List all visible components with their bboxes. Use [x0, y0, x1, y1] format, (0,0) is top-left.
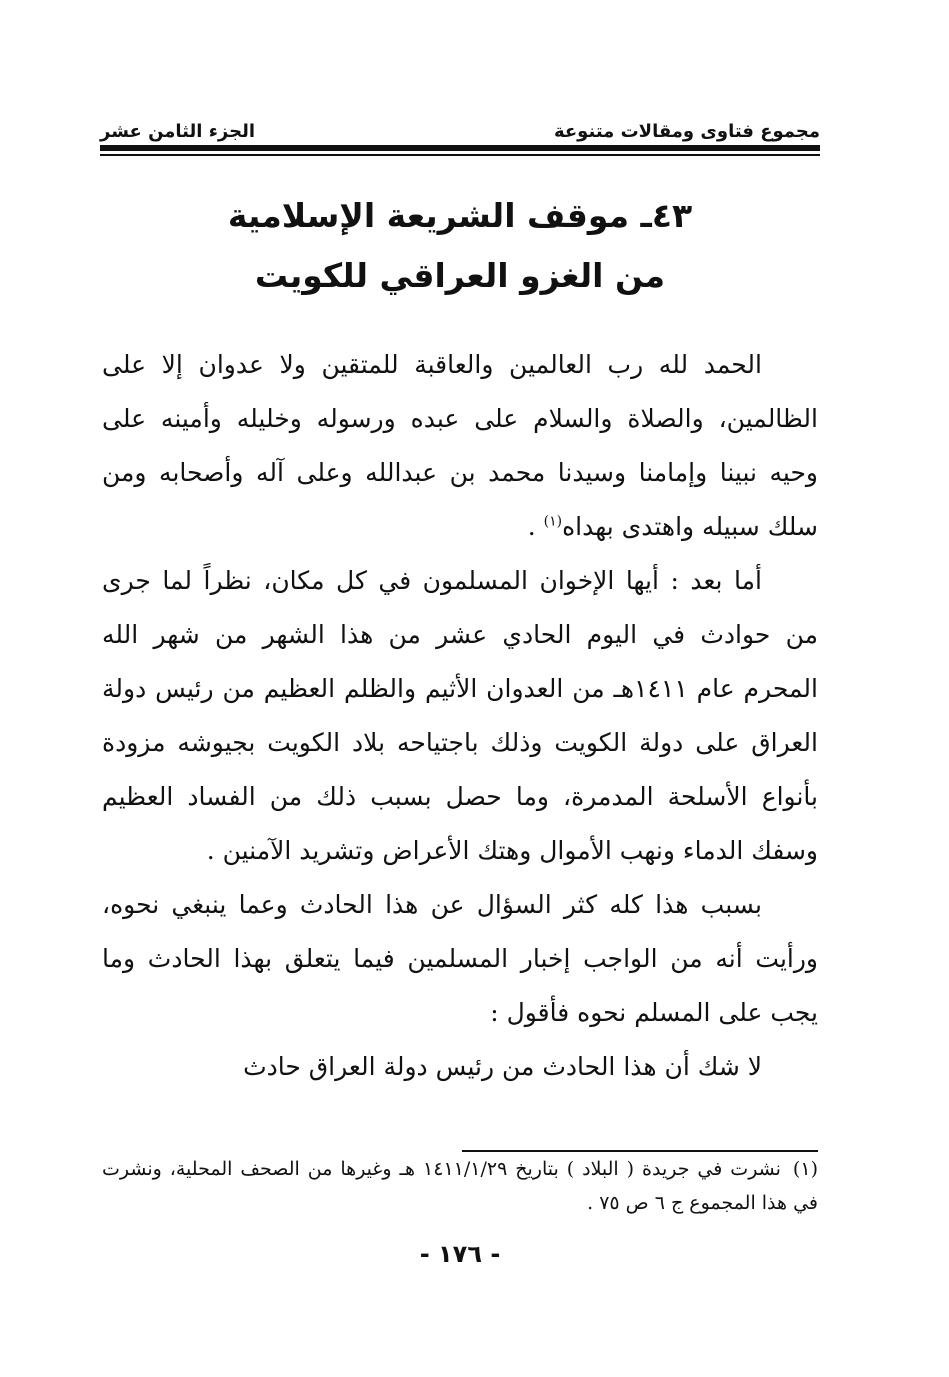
volume-label: الجزء الثامن عشر [100, 121, 256, 142]
header-rule-thin [100, 154, 820, 156]
article-title [100, 186, 820, 306]
title-line-1: ٤٣ـ موقف الشريعة الإسلامية [227, 196, 693, 235]
paragraph-1-text: الحمد لله رب العالمين والعاقبة للمتقين ولا عدوان إلا على الظالمين، والصلاة والسلام على عبده ورسوله وخليله وأمينه على وحيه نبينا وإمامنا وسيدنا محمد بن عبدالله وعلى آله وأصحابه ومن سلك سبيله واهتدى بهداه [102, 350, 818, 541]
page-number: - ١٧٦ - [419, 1240, 501, 1268]
paragraph-1-end: . [527, 512, 544, 541]
footnote [102, 1152, 818, 1220]
running-header [100, 112, 820, 142]
footnote-ref-marker: (١) [543, 513, 563, 530]
footnote-number: (١) [792, 1158, 818, 1180]
paragraph-3: بسبب هذا كله كثر السؤال عن هذا الحادث وعما ينبغي نحوه، ورأيت أنه من الواجب إخبار المسلمين فيما يتعلق بهذا الحادث وما يجب على المسلم نحوه فأقول : [102, 890, 818, 1027]
paragraph-4: لا شك أن هذا الحادث من رئيس دولة العراق حادث [243, 1052, 762, 1081]
book-title: مجموع فتاوى ومقالات متنوعة [553, 121, 820, 142]
paragraph-2: أما بعد : أيها الإخوان المسلمون في كل مكان، نظراً لما جرى من حوادث في اليوم الحادي عشر من هذا الشهر من شهر الله المحرم عام ١٤١١هـ من العدوان الأثيم والظلم العظيم من رئيس دولة العراق على دولة الكويت وذلك باجتياحه بلاد الكويت بجيوشه مزودة بأنواع الأسلحة المدمرة، وما حصل بسبب ذلك من الفساد العظيم وسفك الدماء ونهب الأموال وهتك الأعراض وتشريد الآمنين . [102, 566, 818, 865]
title-line-2: من الغزو العراقي للكويت [254, 256, 666, 295]
footnote-text: نشرت في جريدة ( البلاد ) بتاريخ ١٤١١/١/٢٩ هـ وغيرها من الصحف المحلية، ونشرت في هذا المجموع ج ٦ ص ٧٥ . [102, 1158, 818, 1214]
header-rule-thick [100, 145, 820, 151]
paragraph-1 [102, 338, 818, 554]
article-body [102, 338, 818, 1094]
